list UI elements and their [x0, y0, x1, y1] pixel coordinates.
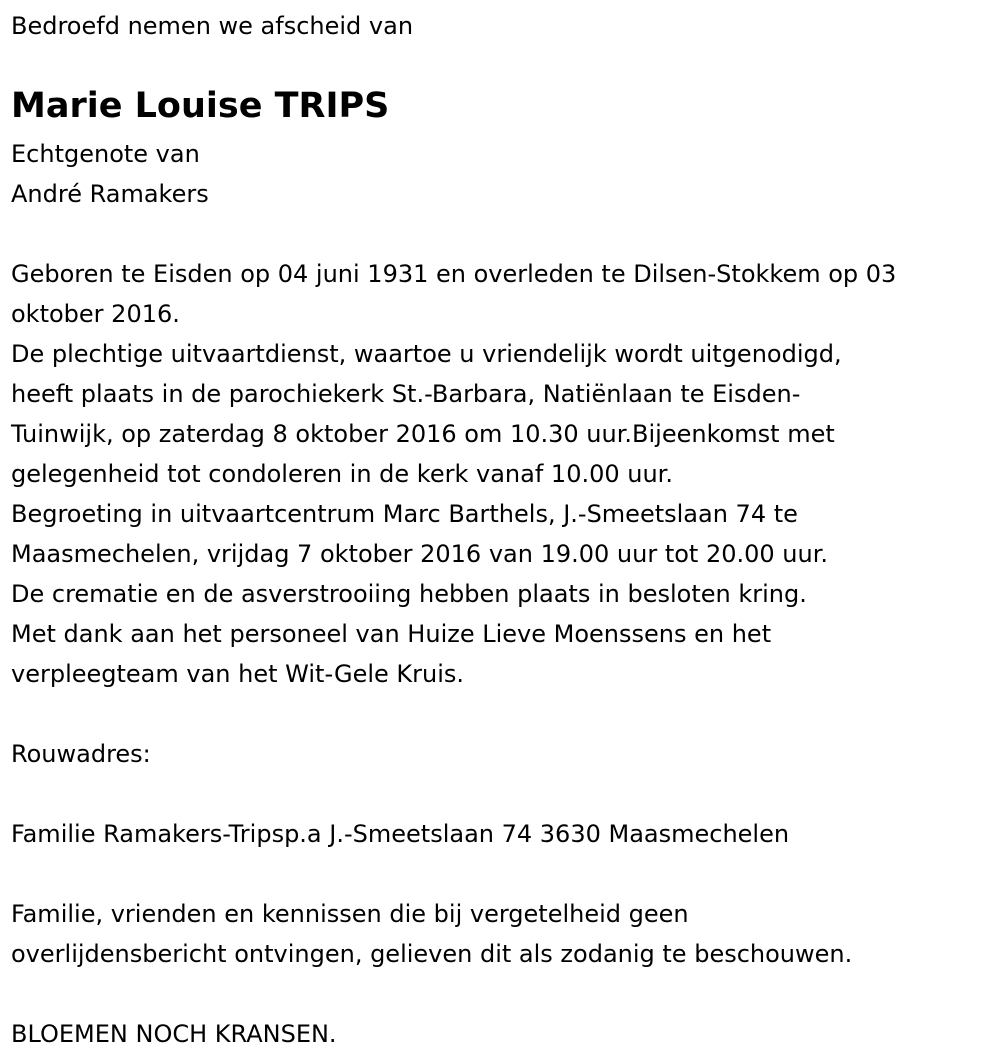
notice-body — [11, 254, 896, 694]
mourning-address: Familie Ramakers-Tripsp.a J.-Smeetslaan 74 3630 Maasmechelen — [11, 820, 790, 848]
deceased-name: Marie Louise TRIPS — [11, 86, 390, 126]
body-line: oktober 2016. — [11, 300, 180, 328]
family-note — [11, 894, 852, 974]
spouse-name: André Ramakers — [11, 180, 209, 208]
body-line: Tuinwijk, op zaterdag 8 oktober 2016 om 10.30 uur.Bijeenkomst met — [11, 420, 835, 448]
body-line: Met dank aan het personeel van Huize Lieve Moenssens en het — [11, 620, 772, 648]
family-note-line: overlijdensbericht ontvingen, gelieven dit als zodanig te beschouwen. — [11, 940, 853, 968]
body-line: Begroeting in uitvaartcentrum Marc Barthels, J.-Smeetslaan 74 te — [11, 500, 798, 528]
body-line: gelegenheid tot condoleren in de kerk vanaf 10.00 uur. — [11, 460, 673, 488]
body-line: verpleegteam van het Wit-Gele Kruis. — [11, 660, 465, 688]
relation-block — [11, 134, 209, 214]
body-line: Maasmechelen, vrijdag 7 oktober 2016 van 19.00 uur tot 20.00 uur. — [11, 540, 829, 568]
body-line: De plechtige uitvaartdienst, waartoe u vriendelijk wordt uitgenodigd, — [11, 340, 842, 368]
flowers-note: BLOEMEN NOCH KRANSEN. — [11, 1020, 337, 1048]
body-line: Geboren te Eisden op 04 juni 1931 en overleden te Dilsen-Stokkem op 03 — [11, 260, 897, 288]
body-line: heeft plaats in de parochiekerk St.-Barbara, Natiënlaan te Eisden- — [11, 380, 801, 408]
family-note-line: Familie, vrienden en kennissen die bij vergetelheid geen — [11, 900, 689, 928]
intro-text: Bedroefd nemen we afscheid van — [11, 12, 414, 40]
body-line: De crematie en de asverstrooiing hebben plaats in besloten kring. — [11, 580, 807, 608]
rouwadres-label: Rouwadres: — [11, 740, 151, 768]
relation-line: Echtgenote van — [11, 140, 200, 168]
